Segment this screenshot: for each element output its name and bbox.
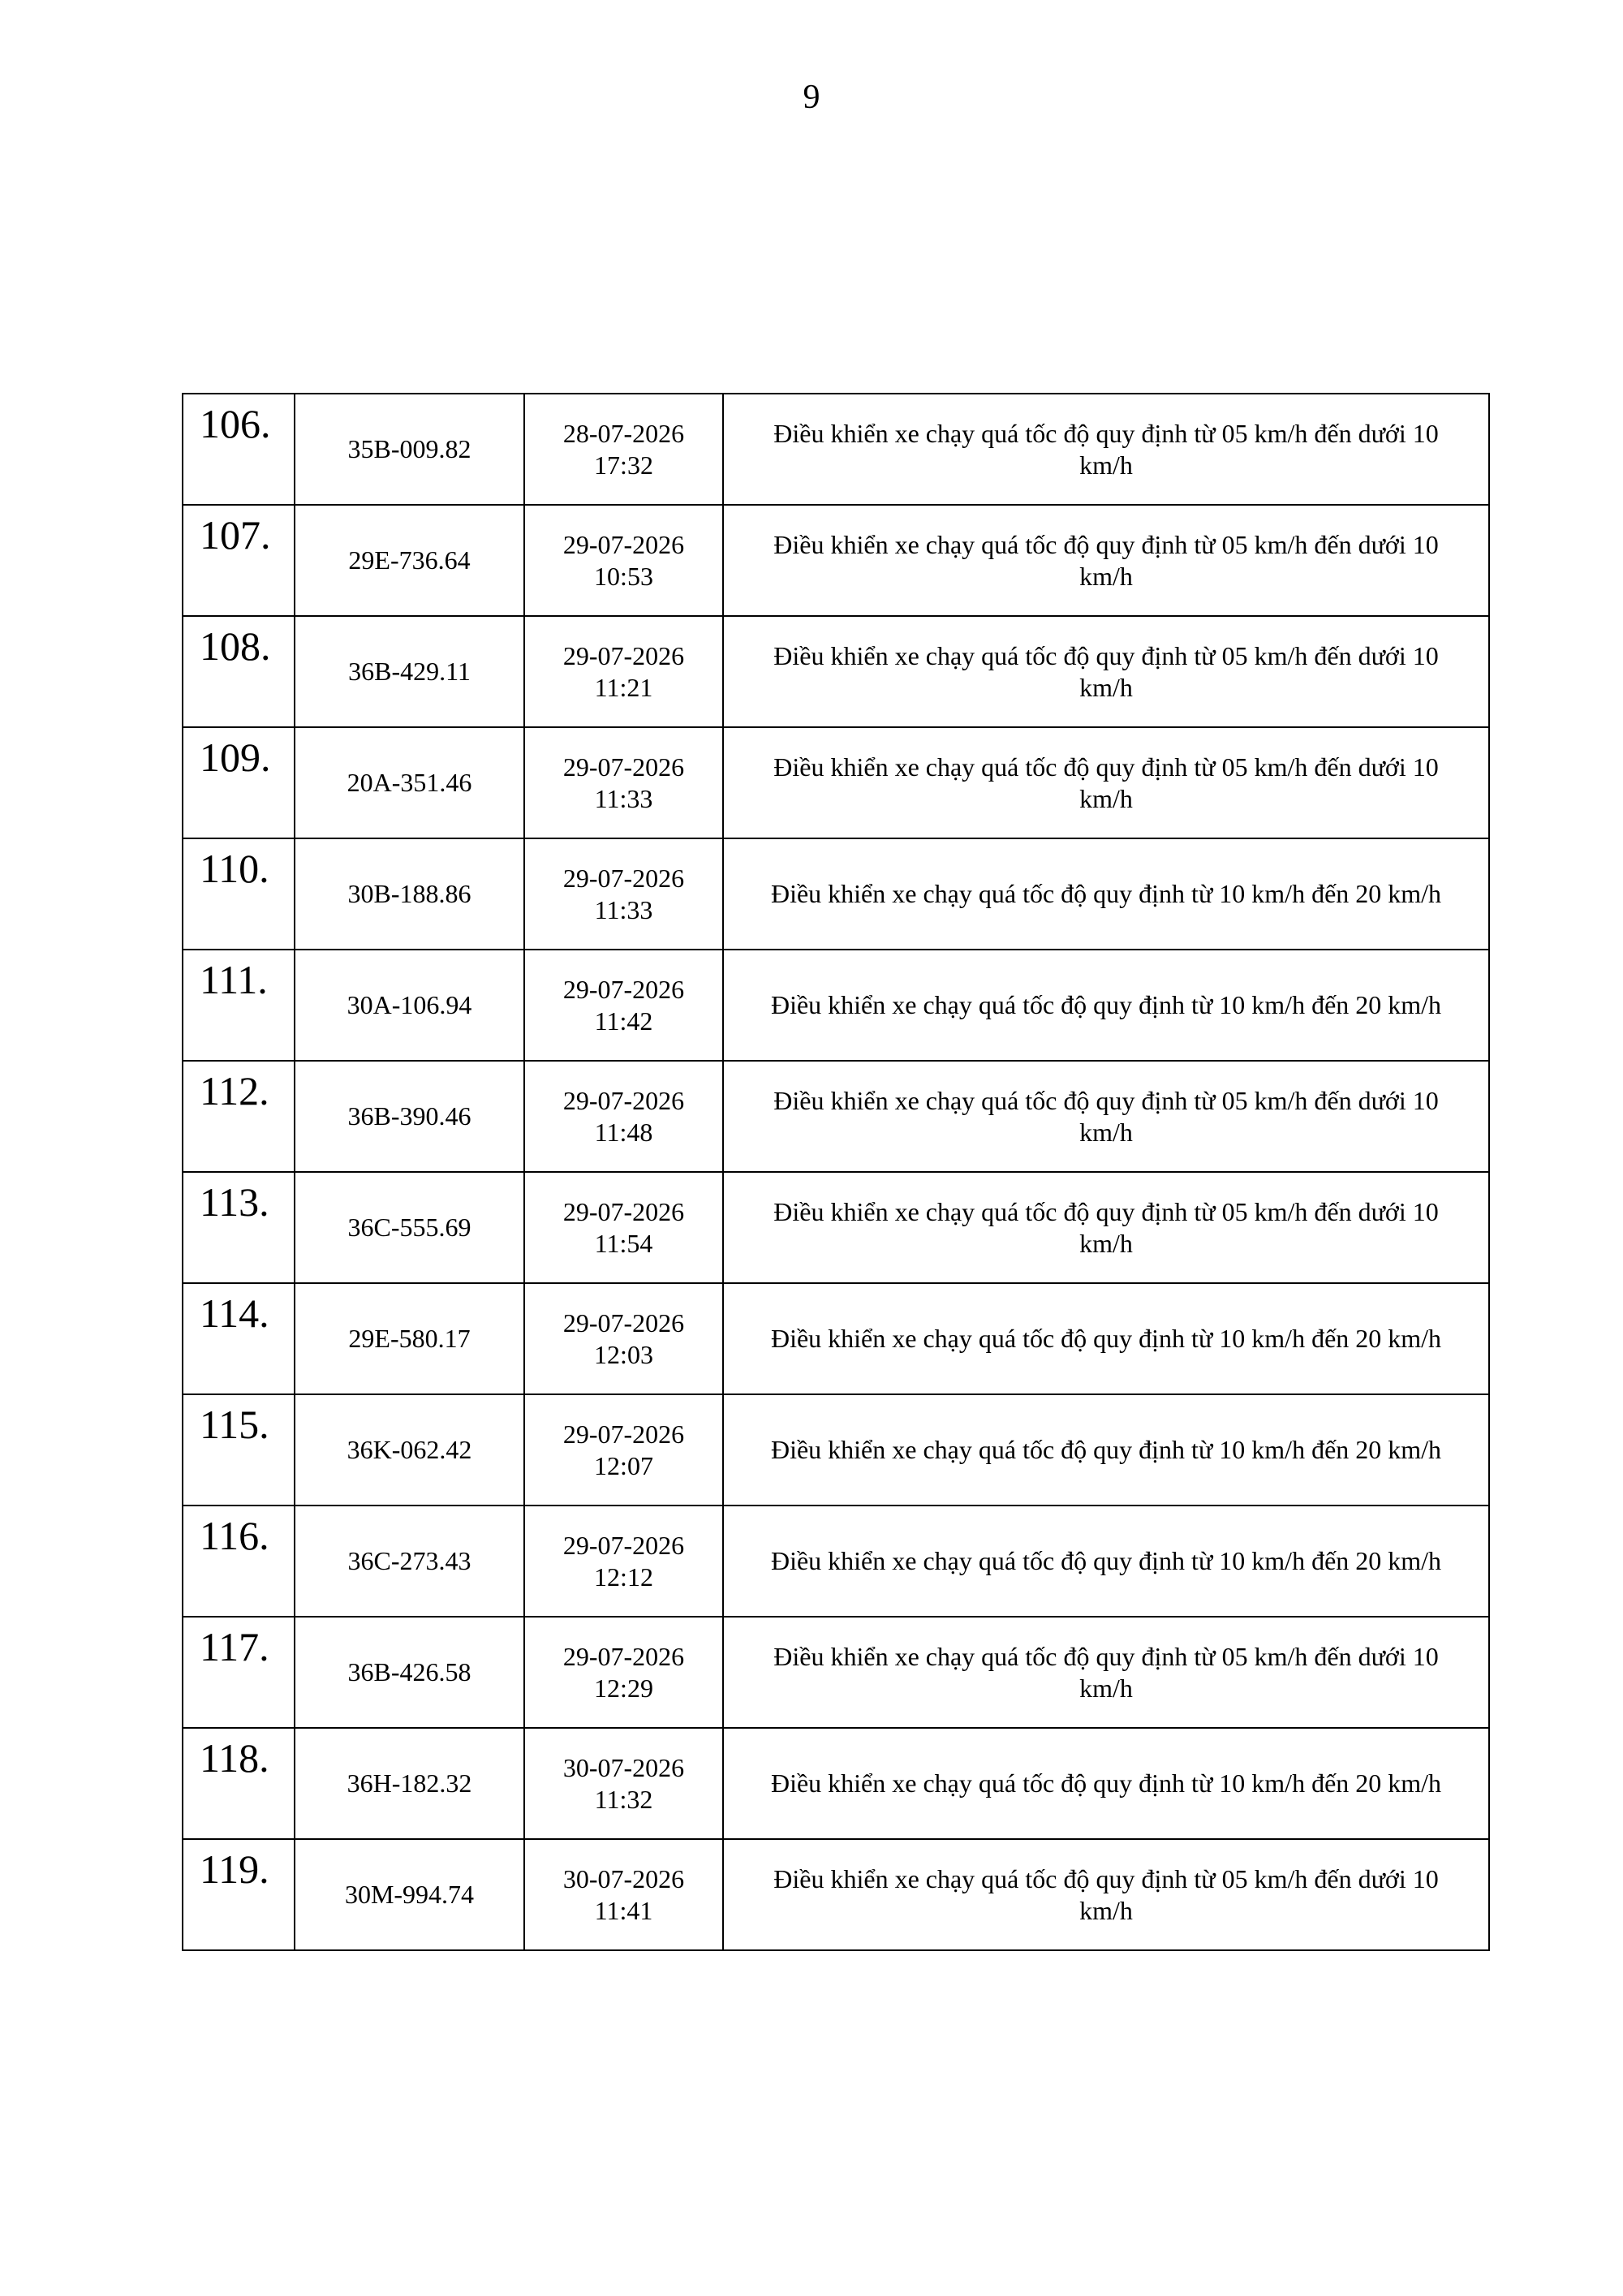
violation-date: 29-07-2026 <box>562 1307 685 1338</box>
license-plate: 20A-351.46 <box>295 727 524 838</box>
license-plate: 30A-106.94 <box>295 950 524 1061</box>
violation-datetime <box>524 950 723 1061</box>
license-plate: 36C-273.43 <box>295 1506 524 1617</box>
violation-date: 29-07-2026 <box>562 974 685 1004</box>
violation-description: Điều khiển xe chạy quá tốc độ quy định từ 05 km/h đến dưới 10 km/h <box>723 1061 1489 1172</box>
license-plate: 30M-994.74 <box>295 1839 524 1950</box>
violation-date: 29-07-2026 <box>562 1085 685 1115</box>
violation-datetime <box>524 1172 723 1283</box>
license-plate: 36B-390.46 <box>295 1061 524 1172</box>
violation-time: 11:32 <box>594 1784 653 1814</box>
row-number: 107. <box>183 505 295 616</box>
violation-datetime <box>524 1839 723 1950</box>
table-row <box>183 950 1489 1061</box>
row-number: 115. <box>183 1394 295 1506</box>
violations-table <box>182 393 1490 1951</box>
license-plate: 36C-555.69 <box>295 1172 524 1283</box>
row-number: 118. <box>183 1728 295 1839</box>
row-number: 109. <box>183 727 295 838</box>
violation-time: 12:07 <box>594 1450 653 1480</box>
violation-time: 11:33 <box>594 894 653 924</box>
violation-description: Điều khiển xe chạy quá tốc độ quy định từ 10 km/h đến 20 km/h <box>723 1506 1489 1617</box>
violation-date: 29-07-2026 <box>562 529 685 559</box>
violation-time: 11:42 <box>594 1006 653 1036</box>
violation-time: 17:32 <box>594 450 653 480</box>
violation-date: 28-07-2026 <box>562 418 685 448</box>
violation-date: 29-07-2026 <box>562 752 685 782</box>
row-number: 119. <box>183 1839 295 1950</box>
violation-date: 29-07-2026 <box>562 1196 685 1226</box>
row-number: 116. <box>183 1506 295 1617</box>
license-plate: 29E-736.64 <box>295 505 524 616</box>
violation-time: 12:03 <box>594 1339 653 1369</box>
violation-date: 30-07-2026 <box>562 1863 685 1893</box>
table-row <box>183 394 1489 505</box>
violation-time: 10:53 <box>594 561 653 591</box>
license-plate: 36K-062.42 <box>295 1394 524 1506</box>
table-row <box>183 1172 1489 1283</box>
violation-description: Điều khiển xe chạy quá tốc độ quy định từ 10 km/h đến 20 km/h <box>723 1728 1489 1839</box>
violation-date: 29-07-2026 <box>562 1530 685 1560</box>
table-row <box>183 1506 1489 1617</box>
violation-datetime <box>524 1061 723 1172</box>
violations-table-body <box>183 394 1489 1950</box>
violation-description: Điều khiển xe chạy quá tốc độ quy định từ 05 km/h đến dưới 10 km/h <box>723 1617 1489 1728</box>
row-number: 106. <box>183 394 295 505</box>
row-number: 111. <box>183 950 295 1061</box>
violation-date: 29-07-2026 <box>562 1419 685 1449</box>
violation-datetime <box>524 1283 723 1394</box>
violation-date: 29-07-2026 <box>562 640 685 670</box>
row-number: 117. <box>183 1617 295 1728</box>
violation-datetime <box>524 1506 723 1617</box>
table-row <box>183 838 1489 950</box>
violation-datetime <box>524 616 723 727</box>
page-number: 9 <box>803 79 820 116</box>
table-row <box>183 1728 1489 1839</box>
table-row <box>183 1394 1489 1506</box>
violation-datetime <box>524 505 723 616</box>
table-row <box>183 505 1489 616</box>
license-plate: 29E-580.17 <box>295 1283 524 1394</box>
violation-description: Điều khiển xe chạy quá tốc độ quy định từ 10 km/h đến 20 km/h <box>723 1394 1489 1506</box>
violation-description: Điều khiển xe chạy quá tốc độ quy định từ 05 km/h đến dưới 10 km/h <box>723 727 1489 838</box>
violation-date: 29-07-2026 <box>562 1641 685 1671</box>
license-plate: 35B-009.82 <box>295 394 524 505</box>
row-number: 112. <box>183 1061 295 1172</box>
violation-description: Điều khiển xe chạy quá tốc độ quy định từ 10 km/h đến 20 km/h <box>723 1283 1489 1394</box>
violation-time: 11:41 <box>594 1895 653 1925</box>
row-number: 110. <box>183 838 295 950</box>
license-plate: 36B-429.11 <box>295 616 524 727</box>
violation-description: Điều khiển xe chạy quá tốc độ quy định từ 10 km/h đến 20 km/h <box>723 950 1489 1061</box>
violation-time: 11:21 <box>594 672 653 702</box>
violation-datetime <box>524 727 723 838</box>
violation-description: Điều khiển xe chạy quá tốc độ quy định từ 05 km/h đến dưới 10 km/h <box>723 1172 1489 1283</box>
violation-time: 11:54 <box>594 1228 653 1258</box>
table-row <box>183 1839 1489 1950</box>
table-row <box>183 1283 1489 1394</box>
row-number: 113. <box>183 1172 295 1283</box>
license-plate: 30B-188.86 <box>295 838 524 950</box>
violation-datetime <box>524 1617 723 1728</box>
violation-time: 12:12 <box>594 1562 653 1592</box>
violation-datetime <box>524 394 723 505</box>
violation-date: 30-07-2026 <box>562 1752 685 1782</box>
violation-date: 29-07-2026 <box>562 863 685 893</box>
row-number: 114. <box>183 1283 295 1394</box>
violation-description: Điều khiển xe chạy quá tốc độ quy định từ 05 km/h đến dưới 10 km/h <box>723 1839 1489 1950</box>
license-plate: 36H-182.32 <box>295 1728 524 1839</box>
row-number: 108. <box>183 616 295 727</box>
violation-time: 12:29 <box>594 1673 653 1703</box>
table-row <box>183 1617 1489 1728</box>
violation-datetime <box>524 1394 723 1506</box>
violation-time: 11:48 <box>594 1117 653 1147</box>
violation-description: Điều khiển xe chạy quá tốc độ quy định từ 05 km/h đến dưới 10 km/h <box>723 616 1489 727</box>
table-row <box>183 1061 1489 1172</box>
violation-datetime <box>524 838 723 950</box>
violation-time: 11:33 <box>594 783 653 813</box>
violation-description: Điều khiển xe chạy quá tốc độ quy định từ 05 km/h đến dưới 10 km/h <box>723 394 1489 505</box>
table-row <box>183 727 1489 838</box>
violation-datetime <box>524 1728 723 1839</box>
violation-description: Điều khiển xe chạy quá tốc độ quy định từ 05 km/h đến dưới 10 km/h <box>723 505 1489 616</box>
table-row <box>183 616 1489 727</box>
violation-description: Điều khiển xe chạy quá tốc độ quy định từ 10 km/h đến 20 km/h <box>723 838 1489 950</box>
license-plate: 36B-426.58 <box>295 1617 524 1728</box>
